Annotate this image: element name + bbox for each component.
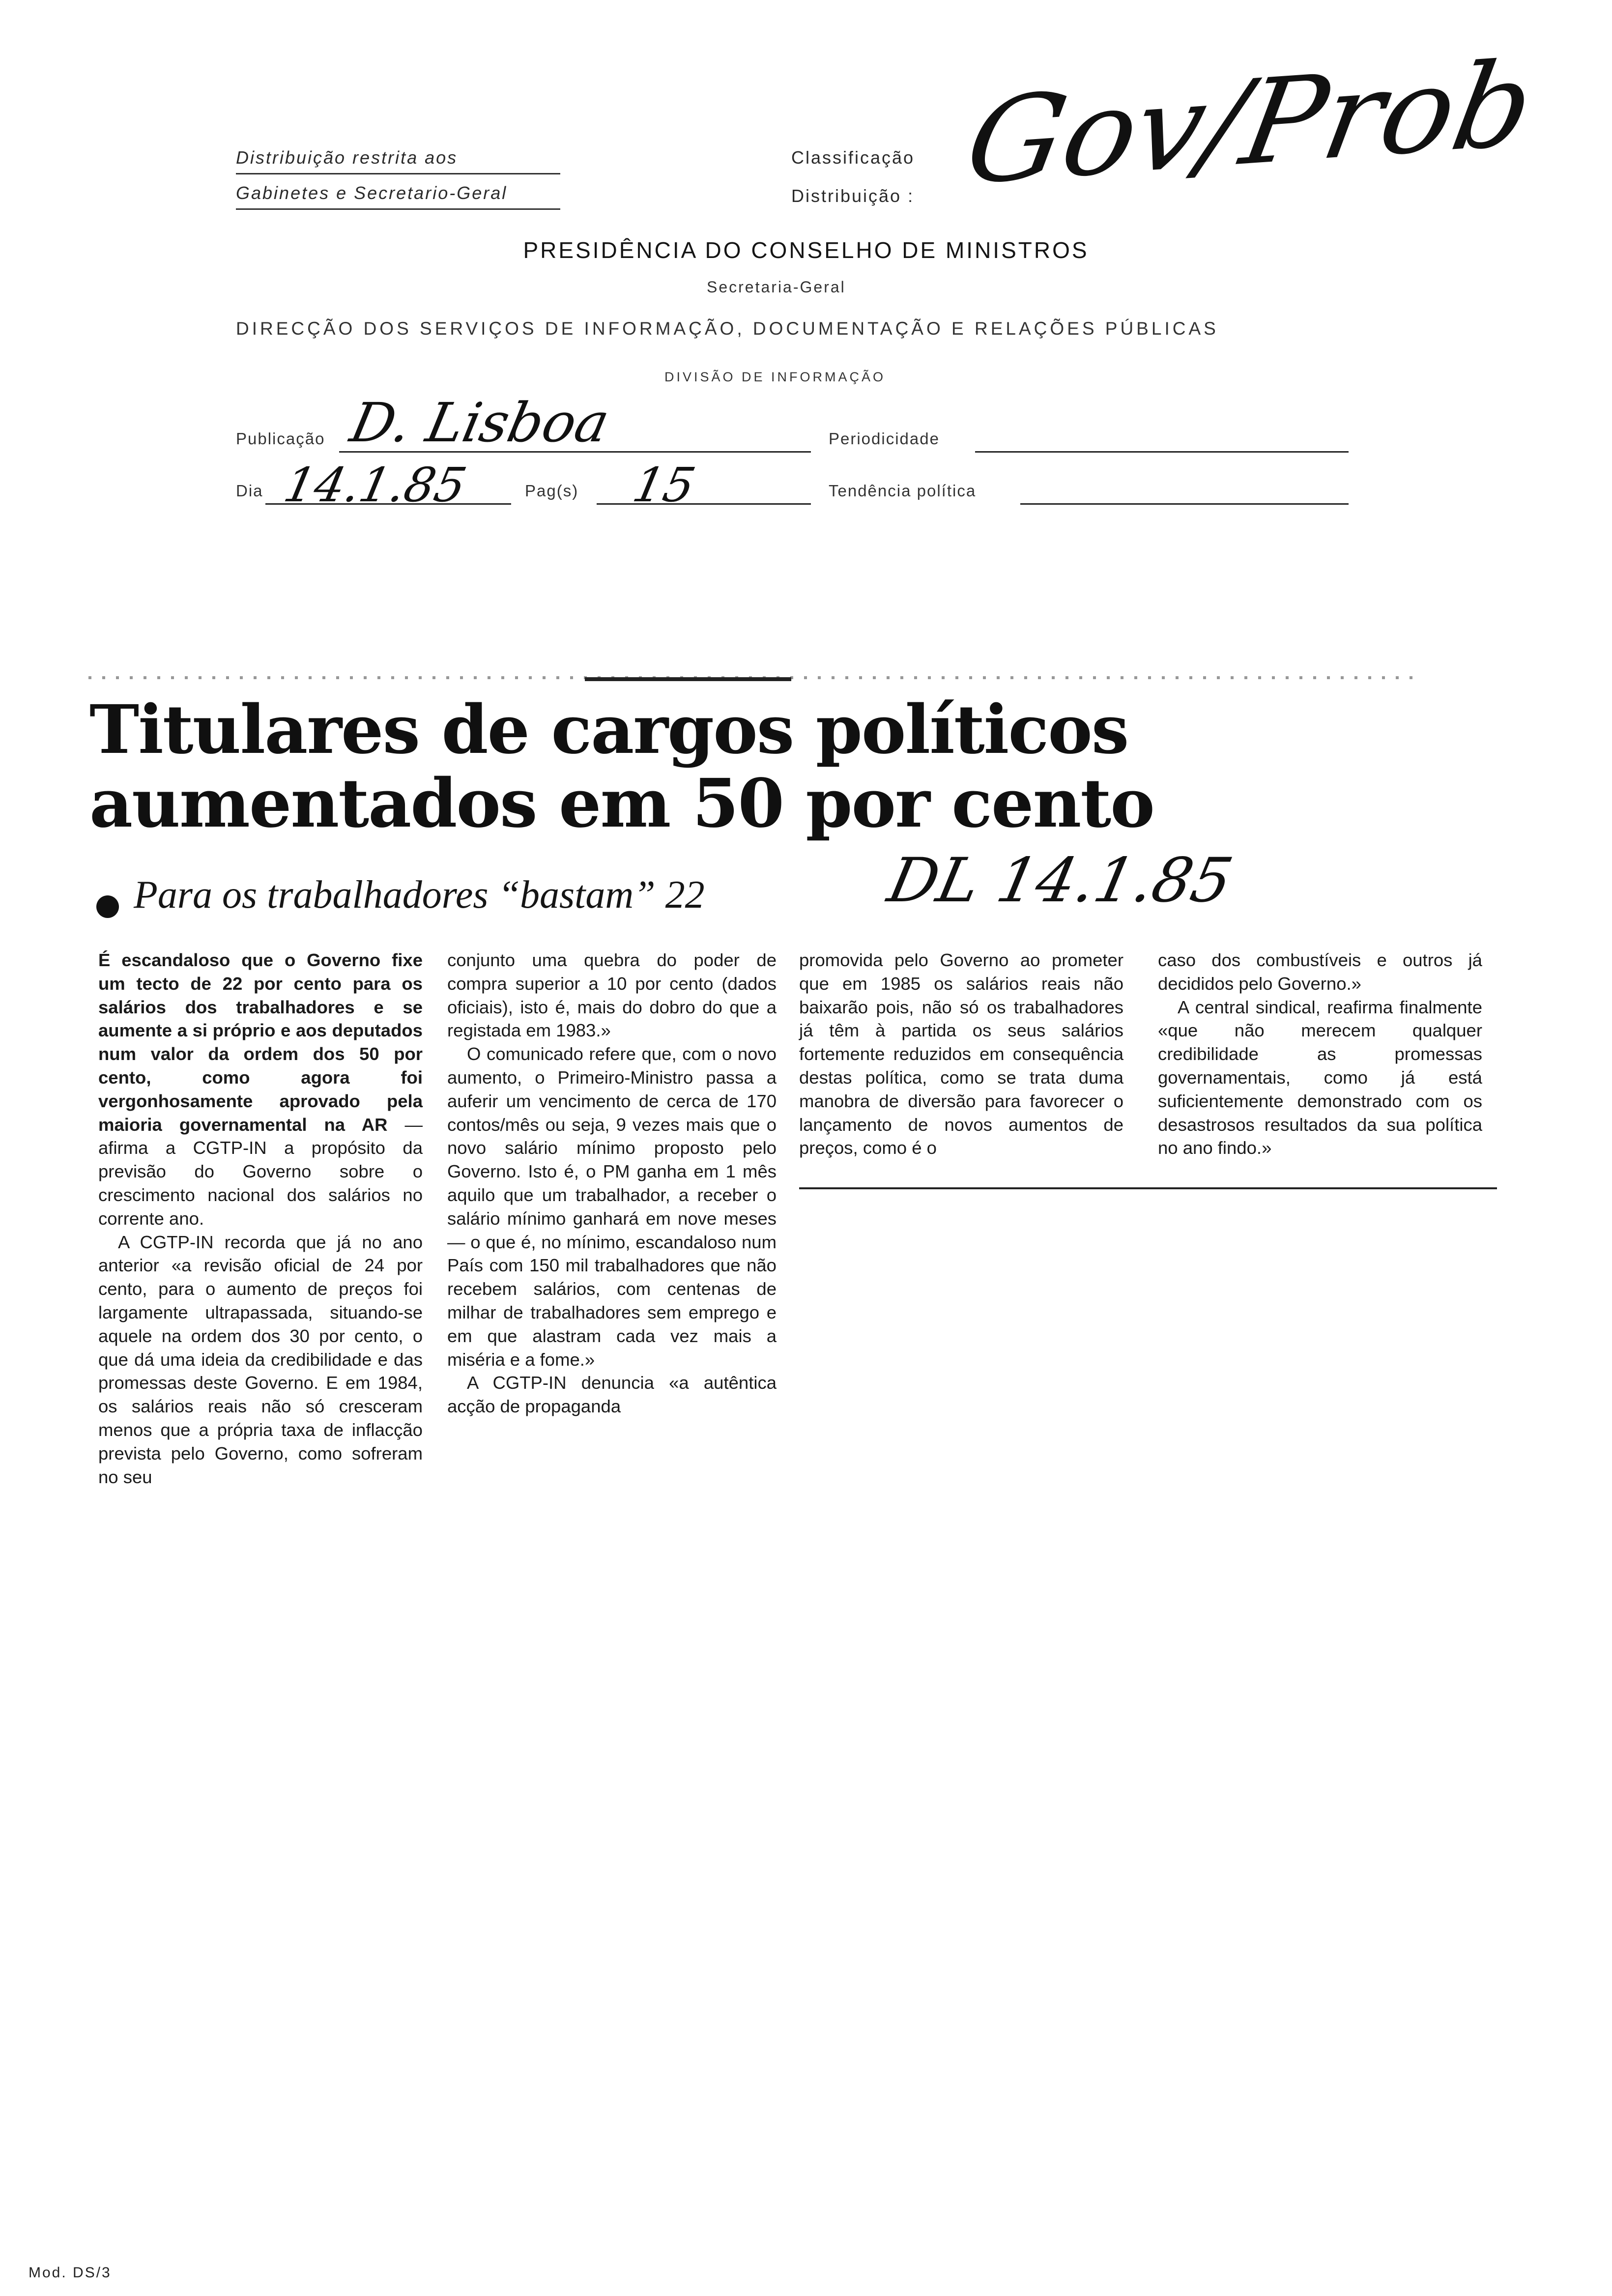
article-col4-p2: A central sindical, reafirma finalmente «que não merecem qualquer credibilidade as promessas governamentais, como já está suficientemente demonstrado com os desastrosos resultados da sua política no ano findo.»	[1158, 997, 1482, 1158]
dia-label: Dia	[236, 482, 263, 500]
article-column-4	[1158, 948, 1482, 1160]
article-col2-p2: O comunicado refere que, com o novo aumento, o Primeiro-Ministro passa a auferir um vencimento de cerca de 170 contos/mês ou seja, 9 vezes mais que o novo salário mínimo proposto pelo Governo. Isto é, o PM ganha em 1 mês aquilo que um trabalhador, a receber o salário mínimo ganhará em nove meses — o que é, no mínimo, escandaloso num País com 150 mil trabalhadores que não recebem salários, com centenas de milhar de trabalhadores sem emprego e em que alastram cada vez mais a miséria e a fome.»	[447, 1044, 777, 1370]
form-model-number: Mod. DS/3	[29, 2265, 112, 2281]
column-end-rule	[799, 1187, 1497, 1189]
publicacao-handwritten: D. Lisboa	[345, 391, 615, 454]
distribution-note-line1: Distribuição restrita aos	[236, 147, 458, 168]
article-column-2	[447, 948, 777, 1418]
article-column-3	[799, 948, 1123, 1160]
subhead: Para os trabalhadores “bastam” 22	[134, 873, 705, 917]
subhead-bullet	[96, 895, 119, 918]
distribution-note-underline2	[236, 208, 560, 210]
distribution-note-underline	[236, 173, 560, 174]
handwritten-date-ref: DL 14.1.85	[882, 845, 1238, 916]
article-lead: É escandaloso que o Governo fixe um tecto de 22 por cento para os salários dos trabalhadores e se aumente a si próprio e aos deputados num valor da ordem dos 50 por cento, como agora foi vergonhosamente aprovado pela maioria governamental na AR	[98, 950, 423, 1135]
pags-line	[597, 503, 811, 505]
article-column-1	[98, 948, 423, 1489]
article-col2-p1: conjunto uma quebra do poder de compra superior a 10 por cento (dados oficiais), isto é, mais do dobro do que a registada em 1983.»	[447, 950, 777, 1041]
headline-line2: aumentados em 50 por cento	[89, 764, 1154, 843]
divisao-label: DIVISÃO DE INFORMAÇÃO	[664, 370, 886, 384]
article-col4-p1: caso dos combustíveis e outros já decididos pelo Governo.»	[1158, 950, 1482, 994]
scan-noise-bar	[585, 677, 791, 681]
secretaria-label: Secretaria-Geral	[707, 278, 846, 296]
article-col2-p3: A CGTP-IN denuncia «a autêntica acção de propaganda	[447, 1373, 777, 1417]
distribution-note-line2: Gabinetes e Secretario-Geral	[236, 183, 508, 203]
pags-handwritten: 15	[628, 458, 700, 513]
handwritten-classification: Gov/Prob	[956, 35, 1544, 211]
tendencia-line	[1020, 503, 1349, 505]
direccao-label: DIRECÇÃO DOS SERVIÇOS DE INFORMAÇÃO, DOCUMENTAÇÃO E RELAÇÕES PÚBLICAS	[236, 318, 1219, 339]
tendencia-label: Tendência política	[829, 482, 977, 500]
publicacao-label: Publicação	[236, 430, 325, 448]
article-col1-p1: — afirma a CGTP-IN a propósito da previsão do Governo sobre o crescimento nacional dos salários no corrente ano.	[98, 1114, 423, 1229]
page-title: PRESIDÊNCIA DO CONSELHO DE MINISTROS	[523, 237, 1089, 263]
classificacao-label: Classificação	[791, 147, 915, 168]
periodicidade-label: Periodicidade	[829, 430, 940, 448]
dia-handwritten: 14.1.85	[279, 458, 471, 513]
pags-label: Pag(s)	[525, 482, 579, 500]
article-col3-p1: promovida pelo Governo ao prometer que em 1985 os salários reais não baixarão pois, não só os trabalhadores já têm à partida os seus salários fortemente reduzidos em consequência destas política, como se trata duma manobra de diversão para favorecer o lançamento de novos aumentos de preços, como é o	[799, 950, 1123, 1158]
periodicidade-line	[975, 451, 1349, 453]
headline-line1: Titulares de cargos políticos	[89, 690, 1128, 769]
article-col1-p2: A CGTP-IN recorda que já no ano anterior «a revisão oficial de 24 por cento, para o aumento de preços foi largamente ultrapassada, situando-se aquele na ordem dos 30 por cento, o que dá uma ideia da credibilidade e das promessas deste Governo. E em 1984, os salários reais não só cresceram menos que a própria taxa de inflacção prevista pelo Governo, como sofreram no seu	[98, 1232, 423, 1487]
distribuicao-label: Distribuição :	[791, 186, 915, 206]
